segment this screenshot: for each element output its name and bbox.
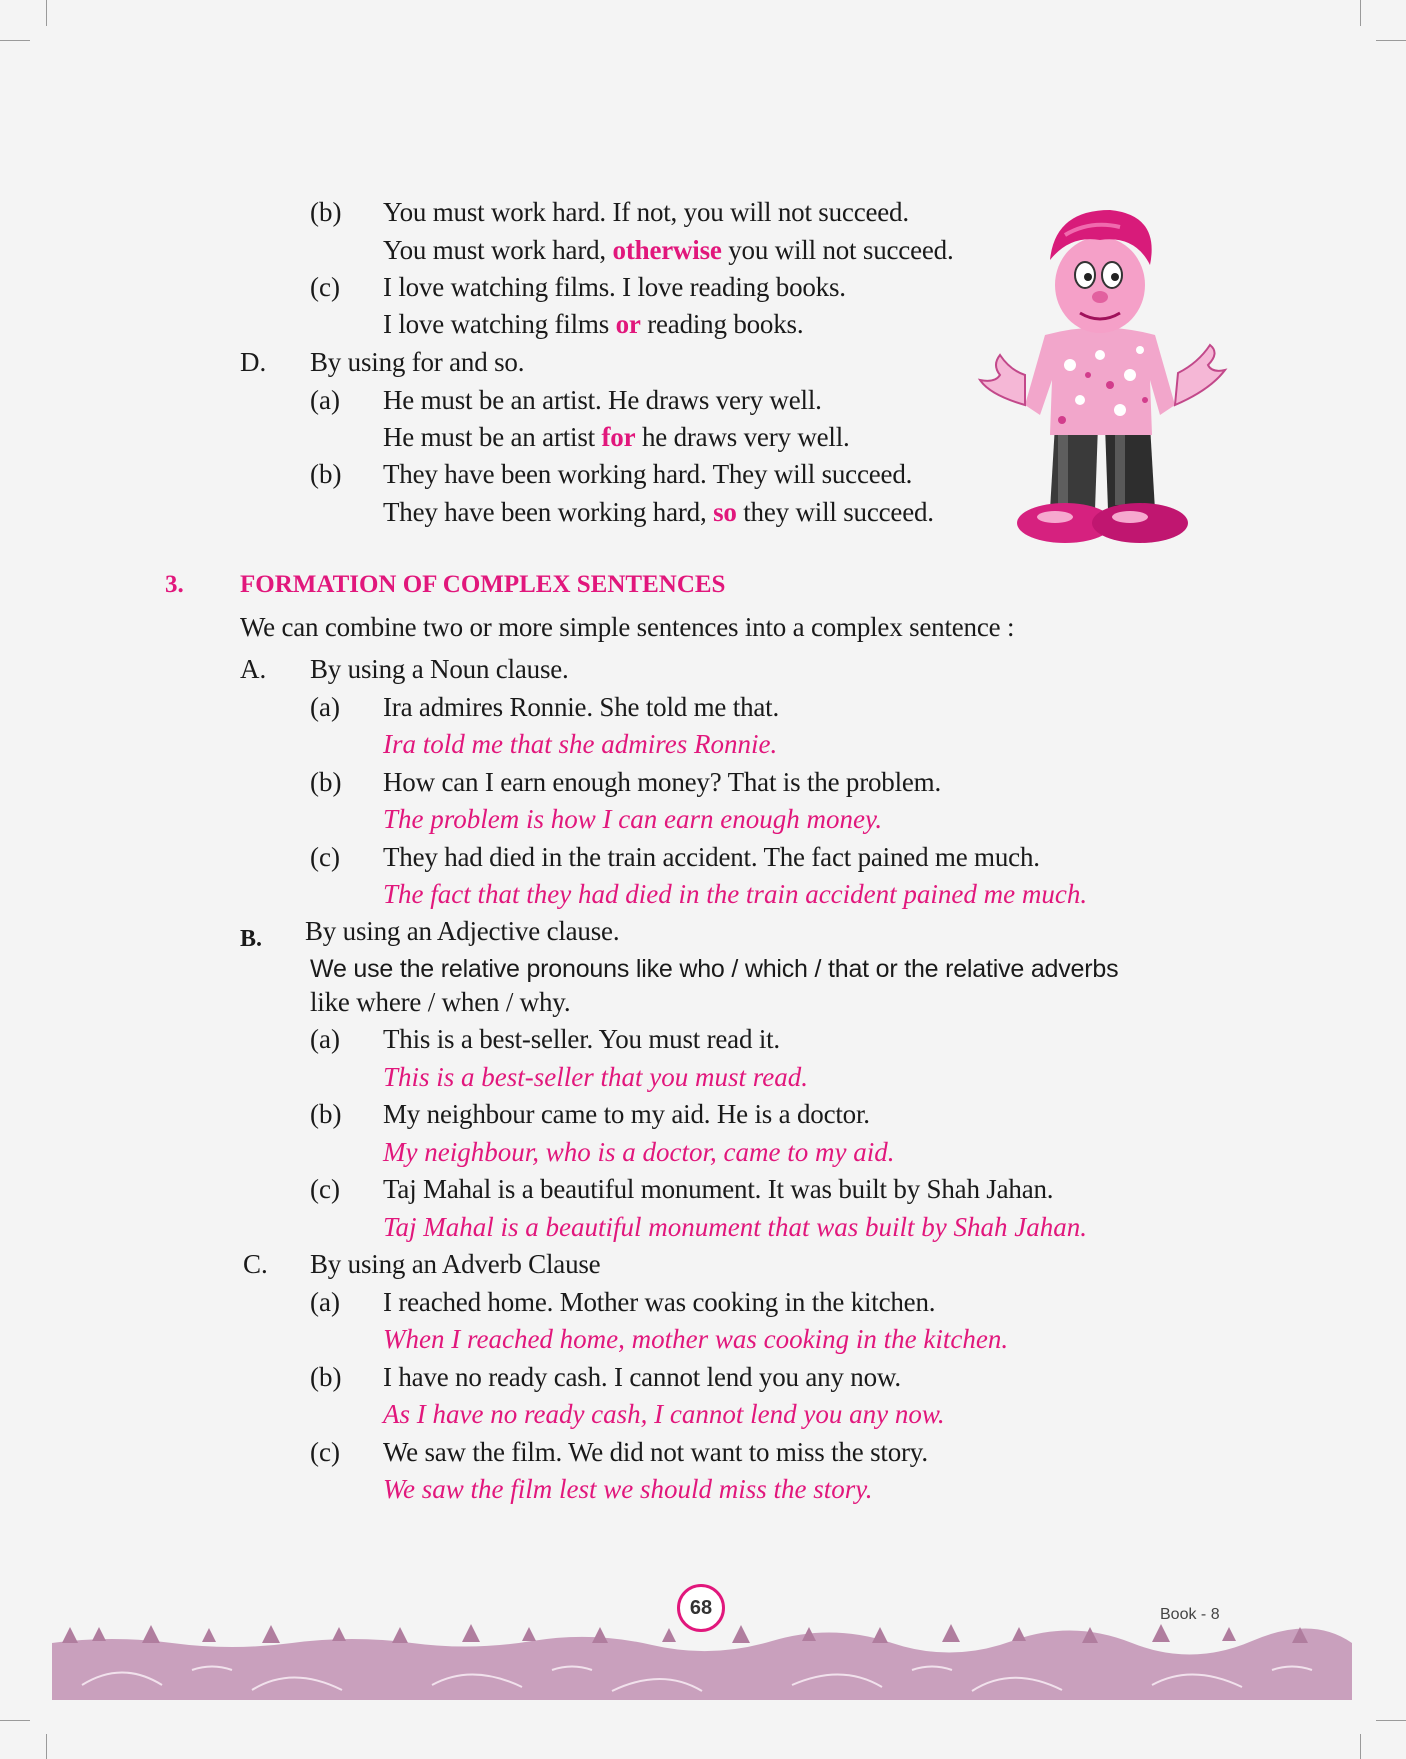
section-label: A. [240,654,267,684]
crop-mark [0,40,30,41]
item-label: (a) [310,385,340,415]
item-label: (a) [310,692,340,722]
question-sentence: Ira admires Ronnie. She told me that. [383,692,780,722]
section-title: By using for and so. [310,347,525,377]
question-sentence: How can I earn enough money? That is the problem. [383,767,942,797]
combined-sentence [383,233,954,267]
section-title: By using a Noun clause. [310,654,569,684]
item-label: (c) [310,1437,340,1467]
crop-mark [46,1734,47,1759]
combined-sentence [383,495,934,529]
combined-sentence [383,420,850,454]
conjunction-highlight: or [615,309,641,339]
section-heading: FORMATION OF COMPLEX SENTENCES [240,571,726,598]
combined-sentence [383,307,803,341]
section-label: C. [243,1249,268,1279]
crop-mark [1376,40,1406,41]
item-label: (a) [310,1024,340,1054]
item-label: (b) [310,197,342,227]
sentence-part: He must be an artist [383,422,602,452]
crop-mark [46,0,47,26]
item-label: (c) [310,272,340,302]
sentence: He must be an artist. He draws very well. [383,385,822,415]
answer-sentence: My neighbour, who is a doctor, came to my aid. [383,1137,895,1167]
section-description: We use the relative pronouns like who / which / that or the relative adverbs [310,955,1119,983]
book-label: Book - 8 [1160,1606,1220,1623]
answer-sentence: Ira told me that she admires Ronnie. [383,729,778,759]
item-label: (b) [310,1362,342,1392]
item-label: (b) [310,1099,342,1129]
crop-mark [1360,1734,1361,1759]
section-label: B. [240,926,263,952]
sentence-part: you will not succeed. [721,235,954,265]
question-sentence: I have no ready cash. I cannot lend you any now. [383,1362,901,1392]
answer-sentence: When I reached home, mother was cooking in the kitchen. [383,1324,1009,1354]
crop-mark [0,1720,30,1721]
section-title: By using an Adjective clause. [305,916,620,946]
question-sentence: We saw the film. We did not want to miss the story. [383,1437,928,1467]
sentence-part: he draws very well. [635,422,850,452]
answer-sentence: The problem is how I can earn enough money. [383,804,883,834]
page-number-badge: 68 [677,1584,725,1632]
section-title: By using an Adverb Clause [310,1249,601,1279]
item-label: (b) [310,767,342,797]
answer-sentence: This is a best-seller that you must read. [383,1062,808,1092]
section-intro: We can combine two or more simple sentences into a complex sentence : [240,612,1015,642]
question-sentence: My neighbour came to my aid. He is a doctor. [383,1099,870,1129]
answer-sentence: The fact that they had died in the train accident pained me much. [383,879,1088,909]
item-label: (c) [310,1174,340,1204]
crop-mark [1376,1720,1406,1721]
sentence: They have been working hard. They will succeed. [383,459,913,489]
conjunction-highlight: for [601,422,636,452]
conjunction-highlight: otherwise [612,235,722,265]
sentence-part: reading books. [640,309,804,339]
question-sentence: This is a best-seller. You must read it. [383,1024,780,1054]
cartoon-boy-illustration [970,205,1240,545]
sentence-part: I love watching films [383,309,616,339]
question-sentence: They had died in the train accident. The fact pained me much. [383,842,1040,872]
item-label: (a) [310,1287,340,1317]
answer-sentence: As I have no ready cash, I cannot lend you any now. [383,1399,945,1429]
sentence: I love watching films. I love reading books. [383,272,846,302]
question-sentence: I reached home. Mother was cooking in the kitchen. [383,1287,936,1317]
item-label: (c) [310,842,340,872]
section-label: D. [240,347,267,377]
section-number: 3. [165,571,184,598]
sentence-part: You must work hard, [383,235,613,265]
section-description: like where / when / why. [310,987,571,1017]
conjunction-highlight: so [713,497,737,527]
answer-sentence: Taj Mahal is a beautiful monument that was built by Shah Jahan. [383,1212,1088,1242]
sentence: You must work hard. If not, you will not succeed. [383,197,909,227]
answer-sentence: We saw the film lest we should miss the story. [383,1474,873,1504]
sentence-part: They have been working hard, [383,497,714,527]
crop-mark [1360,0,1361,26]
question-sentence: Taj Mahal is a beautiful monument. It was built by Shah Jahan. [383,1174,1054,1204]
sentence-part: they will succeed. [736,497,934,527]
item-label: (b) [310,459,342,489]
